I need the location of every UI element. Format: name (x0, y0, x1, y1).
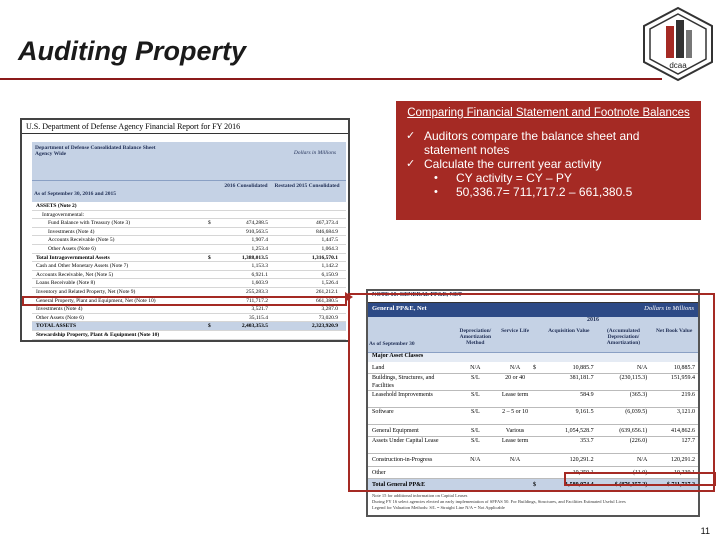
balance-sheet-image (20, 118, 350, 342)
currency-symbol (208, 228, 220, 236)
acquisition-value: 10,885.7 (572, 365, 594, 371)
asset-class: Land (372, 365, 385, 371)
table-row (32, 254, 346, 263)
net-book-value: 414,862.6 (671, 428, 696, 435)
column-header: Net Book Value (655, 328, 693, 334)
value-2016: 1,603.9 (251, 280, 268, 287)
column-header-row (32, 180, 346, 202)
accumulated-depreciation: (230,115.3) (619, 375, 648, 382)
acquisition-value: 1,054,528.7 (565, 428, 594, 435)
service-life: 20 or 40 (505, 375, 526, 382)
row-label: Other Assets (Note 6) (48, 245, 96, 252)
note-title: General PP&E, Net (372, 305, 427, 312)
row-label: Loans Receivable (Note 8) (36, 280, 96, 287)
table-row (32, 211, 346, 220)
title-divider (0, 78, 662, 80)
value-2015 (272, 211, 342, 219)
column-header: Depreciation/ Amortization Method (459, 328, 492, 346)
check-icon: ✓ (406, 130, 416, 142)
method: S/L (471, 375, 480, 382)
table-subtitle: Agency Wide (35, 151, 67, 157)
note-heading: NOTE 10. GENERAL PP&E, NET (368, 291, 698, 303)
date-label: As of September 30, 2016 and 2015 (34, 191, 116, 197)
callout-bullet (404, 157, 693, 171)
row-label: Inventory and Related Property, Net (Note 9) (36, 288, 136, 295)
row-label: Fund Balance with Treasury (Note 3) (48, 220, 131, 227)
agency-logo (640, 6, 716, 82)
table-row (32, 219, 346, 228)
date-label: As of September 30 (369, 341, 415, 347)
column-header-2015: Restated 2015 Consolidated (274, 183, 340, 189)
accumulated-depreciation: (639,656.1) (619, 428, 648, 435)
acquisition-value: 584.9 (580, 392, 594, 399)
service-life: 2 – 5 or 10 (502, 409, 529, 416)
accumulated-depreciation: (226.0) (629, 438, 648, 445)
currency-symbol: $ (532, 365, 536, 371)
table-row (32, 236, 346, 245)
table-row (32, 279, 346, 288)
value-2015: 1,526.4 (321, 280, 338, 287)
connector-arrow (186, 296, 346, 298)
callout-bullet-text: CY activity = CY – PY (456, 171, 572, 185)
net-book-value: 151,959.4 (671, 375, 696, 382)
acquisition-value: 10,250.1 (572, 469, 594, 476)
acquisition-value: 9,161.5 (575, 409, 594, 416)
value-2016: 35,115.4 (248, 314, 268, 321)
value-2016: 2,403,353.5 (241, 323, 268, 330)
currency-symbol (208, 245, 220, 253)
currency-symbol (208, 314, 220, 322)
total-depreciation: $ (876,357.2) (614, 481, 648, 488)
acquisition-value: 120,291.2 (569, 457, 594, 464)
accumulated-depreciation: (11.0) (633, 469, 648, 476)
asset-class: Assets Under Capital Lease (372, 438, 439, 445)
net-book-value: 3,121.0 (677, 409, 696, 416)
value-2016: 1,907.4 (251, 237, 268, 244)
row-label: TOTAL ASSETS (36, 323, 77, 330)
value-2016: 910,563.5 (246, 228, 268, 235)
row-label: Accounts Receivable (Note 5) (48, 237, 115, 244)
row-label: Accounts Receivable, Net (Note 5) (36, 271, 114, 278)
table-row (32, 271, 346, 280)
asset-class: Software (372, 409, 394, 416)
value-2016 (220, 211, 272, 219)
table-row (32, 331, 346, 340)
footnote: Legend for Valuation Methods: S/L = Straight Line N/A = Not Applicable (372, 504, 505, 510)
value-2015: 1,064.3 (321, 245, 338, 252)
value-2015 (272, 331, 342, 339)
asset-class: Other (372, 469, 386, 476)
accumulated-depreciation: (365.3) (629, 392, 648, 399)
highlight-note-table (348, 293, 715, 492)
currency-symbol (208, 305, 220, 313)
balance-sheet-table (32, 142, 346, 340)
value-2016: 1,153.3 (251, 263, 268, 270)
check-icon: ✓ (406, 158, 416, 170)
column-header-2016: 2016 Consolidated (224, 183, 268, 189)
total-net-book-value: $ 711,717.2 (666, 481, 696, 488)
row-label: Cash and Other Monetary Assets (Note 7) (36, 263, 129, 270)
currency-symbol (208, 279, 220, 287)
currency-symbol (208, 202, 220, 210)
net-book-value: 120,291.2 (671, 457, 696, 464)
table-row (32, 262, 346, 271)
callout-box (396, 101, 701, 220)
method: S/L (471, 392, 480, 399)
value-2016 (220, 202, 272, 210)
value-2015: 1,447.5 (321, 237, 338, 244)
value-2015 (272, 202, 342, 210)
accumulated-depreciation: N/A (636, 457, 648, 464)
callout-sub-bullet (404, 185, 693, 199)
year-label: 2016 (368, 317, 698, 327)
accumulated-depreciation: (6,039.5) (625, 409, 648, 416)
table-row (32, 245, 346, 254)
accumulated-depreciation: N/A (636, 365, 648, 371)
value-2016 (220, 331, 272, 339)
callout-bullet-text: Auditors compare the balance sheet and statement notes (424, 129, 640, 157)
total-label: Total General PP&E (372, 481, 426, 488)
row-label: Stewardship Property, Plant & Equipment (Note 10) (36, 331, 160, 338)
value-2015: 73,020.9 (318, 314, 338, 321)
table-title: Department of Defense Consolidated Balance Sheet (35, 145, 156, 151)
value-2015: 3,287.0 (321, 306, 338, 313)
units-label: Dollars in Millions (293, 150, 336, 156)
net-book-value: 219.6 (681, 392, 696, 399)
method: S/L (471, 428, 480, 435)
column-header: (Accumulated Depreciation/ Amortization) (606, 328, 641, 346)
row-label: General Property, Plant and Equipment, Net (Note 10) (36, 297, 156, 304)
table-row (32, 314, 346, 323)
arrow-head-icon (345, 292, 353, 302)
asset-class: General Equipment (372, 428, 419, 435)
row-label: Other Assets (Note 6) (36, 314, 84, 321)
callout-bullet-text: Calculate the current year activity (424, 157, 602, 171)
acquisition-value: 353.7 (580, 438, 594, 445)
currency-symbol (208, 271, 220, 279)
callout-bullet (404, 129, 693, 157)
currency-symbol (208, 262, 220, 270)
service-life: N/A (509, 365, 521, 371)
service-life: Lease term (501, 438, 529, 445)
logo-text: dcaa (669, 61, 687, 70)
row-label: Intragovernmental: (42, 211, 85, 218)
value-2015: 1,142.2 (321, 263, 338, 270)
highlight-total-row (564, 472, 716, 486)
callout-bullet-text: 50,336.7= 711,717.2 – 661,380.5 (456, 185, 633, 199)
acquisition-value: 381,181.7 (569, 375, 594, 382)
report-header: U.S. Department of Defense Agency Financial Report for FY 2016 (22, 120, 348, 134)
currency-symbol (208, 331, 220, 339)
value-2016: 474,288.5 (246, 220, 268, 227)
asset-class: Leasehold Improvements (372, 392, 433, 399)
value-2015: 661,380.5 (316, 297, 338, 304)
method: S/L (471, 409, 480, 416)
callout-sub-bullet (404, 171, 693, 185)
column-header: Acquisition Value (548, 328, 590, 334)
callout-title: Comparing Financial Statement and Footnote Balances (407, 107, 690, 119)
service-life: N/A (509, 457, 521, 464)
page-number: 11 (700, 526, 710, 536)
net-book-value: 127.7 (681, 438, 696, 445)
asset-class: Buildings, Structures, and Facilities (372, 375, 435, 390)
net-book-value: 10,885.7 (674, 365, 696, 371)
value-2016: 711,717.2 (246, 297, 268, 304)
units-label: Dollars in Millions (644, 305, 694, 312)
section-label: Major Asset Classes (368, 353, 698, 362)
row-label: ASSETS (Note 2) (36, 203, 77, 209)
column-header: Service Life (501, 328, 530, 334)
value-2016: 6,921.1 (251, 271, 268, 278)
currency-symbol (208, 288, 220, 296)
table-row (32, 322, 346, 331)
method: N/A (470, 365, 481, 371)
footnote: During FY 16 select agencies elected an early implementation of SFFAS 50. For Buildings, Structures, and Facilities Estimated Useful Lives (372, 498, 626, 504)
currency-symbol: $ (208, 220, 211, 227)
footnote: Note 15 for additional information on Capital Leases (372, 492, 468, 498)
value-2016: 3,521.7 (251, 306, 268, 313)
currency-symbol: $ (208, 323, 211, 330)
asset-class: Construction-in-Progress (372, 457, 433, 464)
table-title-block (32, 142, 346, 180)
total-acquisition: 1,589,074.4 (565, 481, 594, 488)
callout-list (404, 129, 693, 199)
method: S/L (471, 438, 480, 445)
footnotes (368, 491, 698, 513)
table-row (32, 305, 346, 314)
table-row (32, 202, 346, 211)
service-life: Lease term (501, 392, 529, 399)
value-2015: 846,684.9 (316, 228, 338, 235)
value-2015: 6,150.9 (321, 271, 338, 278)
row-label: Investments (Note 4) (48, 228, 95, 235)
value-2015: 2,323,920.9 (311, 323, 338, 330)
value-2015: 261,212.1 (316, 288, 338, 295)
currency-symbol (208, 211, 220, 219)
currency-symbol: $ (208, 254, 211, 261)
bullet-icon: • (434, 186, 438, 198)
method: N/A (470, 457, 481, 464)
bullet-icon: • (434, 172, 438, 184)
net-book-value: 10,239.1 (674, 469, 696, 476)
value-2015: 467,373.4 (316, 220, 338, 227)
currency-symbol (208, 236, 220, 244)
page-title: Auditing Property (18, 36, 246, 66)
row-label: Investments (Note 4) (36, 306, 83, 313)
row-label: Total Intragovernmental Assets (36, 254, 110, 261)
value-2016: 1,388,013.5 (241, 254, 268, 261)
balance-sheet-rows (32, 202, 346, 340)
value-2015: 1,316,570.1 (311, 254, 338, 261)
value-2016: 1,253.4 (251, 245, 268, 252)
currency-symbol: $ (532, 481, 536, 488)
value-2016: 255,283.3 (246, 288, 268, 295)
table-row (32, 228, 346, 237)
service-life: Various (505, 428, 525, 435)
